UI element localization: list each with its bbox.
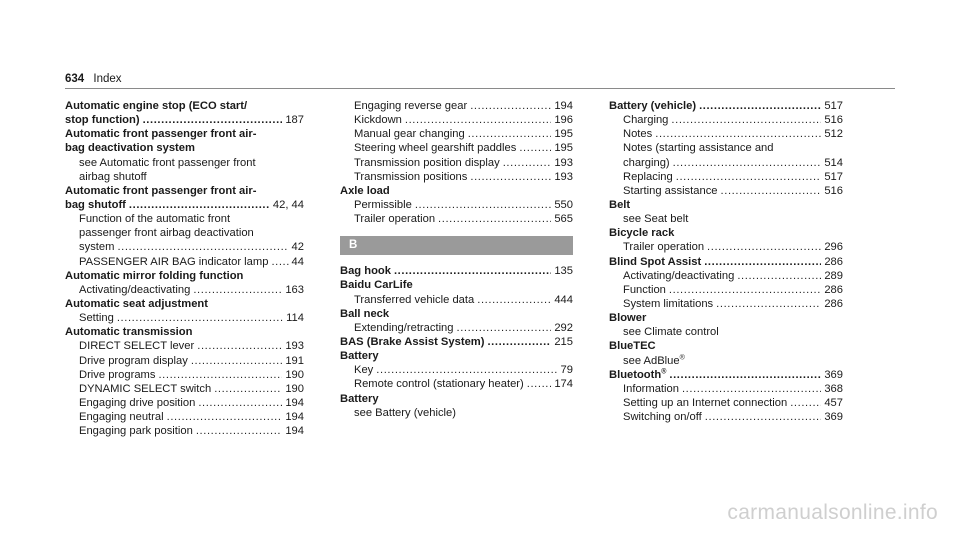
index-entry (609, 368, 843, 382)
dot-leader (117, 311, 283, 325)
dot-leader (477, 293, 551, 307)
page-reference: 292 (554, 321, 573, 334)
page-reference: 194 (285, 411, 304, 424)
index-subentry (340, 113, 573, 127)
entry-text: Axle load (340, 184, 390, 197)
page-reference: 516 (824, 114, 843, 127)
page-reference: 296 (824, 241, 843, 254)
page-reference: 516 (824, 184, 843, 197)
entry-text: Drive program display (79, 354, 188, 367)
page-reference: 457 (824, 396, 843, 409)
entry-text: Key (354, 364, 374, 377)
entry-text: Charging (623, 114, 669, 127)
entry-text: bag shutoff (65, 198, 126, 211)
dot-leader (671, 113, 821, 127)
page-reference: 369 (824, 411, 843, 424)
entry-text: Transmission positions (354, 170, 468, 183)
dot-leader (376, 363, 557, 377)
entry-text: Automatic mirror folding function (65, 269, 244, 282)
index-subentry (65, 170, 304, 184)
page-header (65, 73, 122, 85)
header-divider (65, 88, 895, 89)
index-subentry (65, 382, 304, 396)
dot-leader (669, 368, 821, 382)
page-reference: 194 (285, 425, 304, 438)
entry-text: Automatic seat adjustment (65, 297, 208, 310)
index-entry (340, 392, 573, 406)
page-reference: 368 (824, 382, 843, 395)
entry-text: Bicycle rack (609, 227, 675, 240)
entry-text: Engaging park position (79, 425, 193, 438)
dot-leader (196, 424, 283, 438)
index-column-2 (340, 99, 573, 420)
page-reference: 190 (285, 368, 304, 381)
index-subentry (609, 156, 843, 170)
page-reference: 517 (824, 170, 843, 183)
index-entry (340, 335, 573, 349)
page-reference: 193 (554, 156, 573, 169)
index-entry (609, 311, 843, 325)
index-subentry (609, 396, 843, 410)
index-subentry (65, 255, 304, 269)
page-reference: 193 (554, 170, 573, 183)
index-subentry (340, 198, 573, 212)
page-reference: 135 (554, 265, 573, 278)
entry-text: Function of the automatic front (79, 213, 231, 226)
entry-text: Notes (starting assistance and (623, 142, 774, 155)
page-reference: 187 (285, 114, 304, 127)
entry-text: see Climate control (623, 326, 719, 339)
index-entry (609, 255, 843, 269)
entry-text: Replacing (623, 170, 673, 183)
index-subentry (609, 184, 843, 198)
dot-leader (704, 255, 821, 269)
dot-leader (214, 382, 282, 396)
index-entry (609, 198, 843, 212)
entry-text: Activating/deactivating (623, 269, 735, 282)
index-entry (65, 325, 304, 339)
index-subentry (340, 212, 573, 226)
registered-mark: ® (679, 353, 685, 361)
registered-mark: ® (661, 367, 667, 375)
index-subentry (340, 363, 573, 377)
dot-leader (167, 410, 283, 424)
entry-text: Transferred vehicle data (354, 293, 475, 306)
index-subentry (340, 377, 573, 391)
index-subentry (609, 283, 843, 297)
page-reference: 195 (554, 128, 573, 141)
watermark: carmanualsonline.info (727, 501, 938, 524)
entry-text: BlueTEC (609, 340, 656, 353)
entry-text: Bag hook (340, 265, 391, 278)
entry-text: Kickdown (354, 114, 402, 127)
dot-leader (503, 156, 552, 170)
index-entry (609, 99, 843, 113)
entry-text: BAS (Brake Assist System) (340, 335, 485, 348)
entry-text: see AdBlue® (623, 353, 685, 367)
index-entry (340, 278, 573, 292)
page-reference: 42 (291, 241, 304, 254)
index-entry (340, 307, 573, 321)
index-entry (340, 264, 573, 278)
page-reference: 215 (554, 335, 573, 348)
entry-text: see Automatic front passenger front (79, 156, 256, 169)
page-reference: 565 (554, 213, 573, 226)
page-reference: 79 (560, 364, 573, 377)
index-subentry (609, 240, 843, 254)
page-reference: 196 (554, 114, 573, 127)
entry-text: Notes (623, 128, 653, 141)
entry-text: DIRECT SELECT lever (79, 340, 195, 353)
page-reference: 517 (824, 100, 843, 112)
entry-text: Engaging drive position (79, 396, 196, 409)
dot-leader (394, 264, 551, 278)
index-subentry (609, 297, 843, 311)
entry-text: Switching on/off (623, 411, 702, 424)
index-subentry (65, 156, 304, 170)
index-subentry (340, 127, 573, 141)
page-reference: 194 (285, 396, 304, 409)
page-reference: 193 (285, 340, 304, 353)
page-reference: 195 (554, 142, 573, 155)
index-subentry (65, 240, 304, 254)
page-reference: 289 (824, 269, 843, 282)
entry-text: DYNAMIC SELECT switch (79, 382, 212, 395)
index-subentry (609, 382, 843, 396)
entry-text: Engaging reverse gear (354, 100, 468, 112)
dot-leader (676, 170, 822, 184)
entry-text: stop function) (65, 114, 140, 127)
entry-text: Remote control (stationary heater) (354, 378, 524, 391)
index-subentry (340, 321, 573, 335)
entry-text: charging) (623, 156, 670, 169)
index-subentry (65, 226, 304, 240)
entry-text: Automatic engine stop (ECO start/ (65, 100, 248, 112)
entry-text: System limitations (623, 297, 714, 310)
dot-leader (438, 212, 551, 226)
index-entry (65, 113, 304, 127)
page-reference: 550 (554, 198, 573, 211)
dot-leader (707, 240, 821, 254)
entry-text: Battery (vehicle) (609, 100, 697, 112)
dot-leader (117, 240, 288, 254)
entry-text: Extending/retracting (354, 321, 454, 334)
page-reference: 514 (824, 156, 843, 169)
index-subentry (65, 410, 304, 424)
entry-text: Permissible (354, 198, 412, 211)
dot-leader (415, 198, 552, 212)
index-entry (65, 141, 304, 155)
entry-text: Automatic front passenger front air- (65, 184, 257, 197)
dot-leader (655, 127, 821, 141)
dot-leader (470, 99, 551, 113)
index-entry (65, 99, 304, 113)
page-reference: 44 (291, 255, 304, 268)
entry-text: Setting up an Internet connection (623, 396, 788, 409)
index-subentry (340, 99, 573, 113)
page-reference: 114 (286, 312, 304, 325)
index-subentry (65, 424, 304, 438)
entry-text: Setting (79, 312, 114, 325)
dot-leader (198, 396, 282, 410)
page-title: Index (93, 73, 122, 85)
dot-leader (487, 335, 551, 349)
page-reference: 286 (824, 255, 843, 268)
page-reference: 286 (824, 297, 843, 310)
entry-text: Battery (340, 350, 379, 363)
dot-leader (405, 113, 551, 127)
dot-leader (468, 127, 552, 141)
page-reference: 42, 44 (272, 198, 304, 211)
dot-leader (669, 283, 821, 297)
index-column-1 (65, 99, 304, 438)
page-reference: 163 (285, 283, 304, 296)
page-number: 634 (65, 73, 85, 85)
index-subentry (340, 406, 573, 420)
entry-text: Activating/deactivating (79, 283, 191, 296)
entry-text: Blind Spot Assist (609, 255, 702, 268)
index-subentry (609, 410, 843, 424)
page-reference: 190 (285, 382, 304, 395)
index-subentry (65, 283, 304, 297)
index-entry (340, 184, 573, 198)
index-subentry (609, 354, 843, 368)
index-entry (65, 269, 304, 283)
entry-text: airbag shutoff (79, 170, 147, 183)
entry-text: Engaging neutral (79, 411, 164, 424)
index-subentry (65, 311, 304, 325)
page-reference: 174 (554, 378, 573, 391)
index-subentry (609, 127, 843, 141)
entry-text: Ball neck (340, 307, 390, 320)
dot-leader (737, 269, 821, 283)
index-entry (65, 127, 304, 141)
dot-leader (682, 382, 821, 396)
index-entry (65, 297, 304, 311)
dot-leader (271, 255, 288, 269)
index-subentry (65, 354, 304, 368)
dot-leader (716, 297, 821, 311)
page-reference: 286 (824, 283, 843, 296)
index-subentry (65, 396, 304, 410)
dot-leader (673, 156, 822, 170)
entry-text: bag deactivation system (65, 142, 195, 155)
index-subentry (609, 325, 843, 339)
page-reference: 512 (824, 128, 843, 141)
entry-text: Bluetooth® (609, 367, 667, 381)
entry-text: Transmission position display (354, 156, 500, 169)
index-column-3 (609, 99, 843, 424)
entry-text: see Battery (vehicle) (354, 406, 456, 419)
entry-text: Manual gear changing (354, 128, 465, 141)
entry-text: Function (623, 283, 666, 296)
index-subentry (340, 141, 573, 155)
entry-text: passenger front airbag deactivation (79, 227, 254, 240)
index-entry (65, 198, 304, 212)
entry-text: Automatic transmission (65, 326, 193, 339)
dot-leader (699, 99, 821, 113)
entry-text: Baidu CarLife (340, 279, 413, 292)
index-subentry (65, 339, 304, 353)
index-subentry (609, 141, 843, 155)
entry-text: Battery (340, 392, 379, 405)
dot-leader (470, 170, 551, 184)
entry-text: Starting assistance (623, 184, 718, 197)
dot-leader (527, 377, 552, 391)
dot-leader (519, 141, 551, 155)
page-reference: 369 (824, 368, 843, 381)
entry-text: Steering wheel gearshift paddles (354, 142, 517, 155)
section-letter-header: B (340, 236, 573, 255)
entry-text: system (79, 241, 115, 254)
index-subentry (340, 170, 573, 184)
index-subentry (340, 156, 573, 170)
index-entry (609, 339, 843, 353)
entry-text: Blower (609, 312, 647, 325)
dot-leader (158, 368, 282, 382)
dot-leader (191, 354, 283, 368)
page-reference: 191 (285, 354, 304, 367)
dot-leader (129, 198, 270, 212)
dot-leader (193, 283, 282, 297)
entry-text: Automatic front passenger front air- (65, 128, 257, 141)
index-subentry (340, 293, 573, 307)
dot-leader (197, 339, 282, 353)
index-subentry (65, 212, 304, 226)
index-entry (65, 184, 304, 198)
dot-leader (457, 321, 552, 335)
dot-leader (790, 396, 821, 410)
dot-leader (721, 184, 822, 198)
entry-text: Trailer operation (623, 241, 705, 254)
entry-text: Information (623, 382, 679, 395)
entry-text: PASSENGER AIR BAG indicator lamp (79, 255, 269, 268)
entry-text: see Seat belt (623, 213, 689, 226)
index-subentry (65, 368, 304, 382)
entry-text: Belt (609, 198, 631, 211)
page-reference: 194 (554, 100, 573, 112)
index-entry (609, 226, 843, 240)
index-entry (340, 349, 573, 363)
index-subentry (609, 113, 843, 127)
entry-text: Trailer operation (354, 213, 436, 226)
dot-leader (143, 113, 283, 127)
index-subentry (609, 170, 843, 184)
index-subentry (609, 212, 843, 226)
index-subentry (609, 269, 843, 283)
entry-text: Drive programs (79, 368, 156, 381)
page-reference: 444 (554, 293, 573, 306)
dot-leader (705, 410, 822, 424)
